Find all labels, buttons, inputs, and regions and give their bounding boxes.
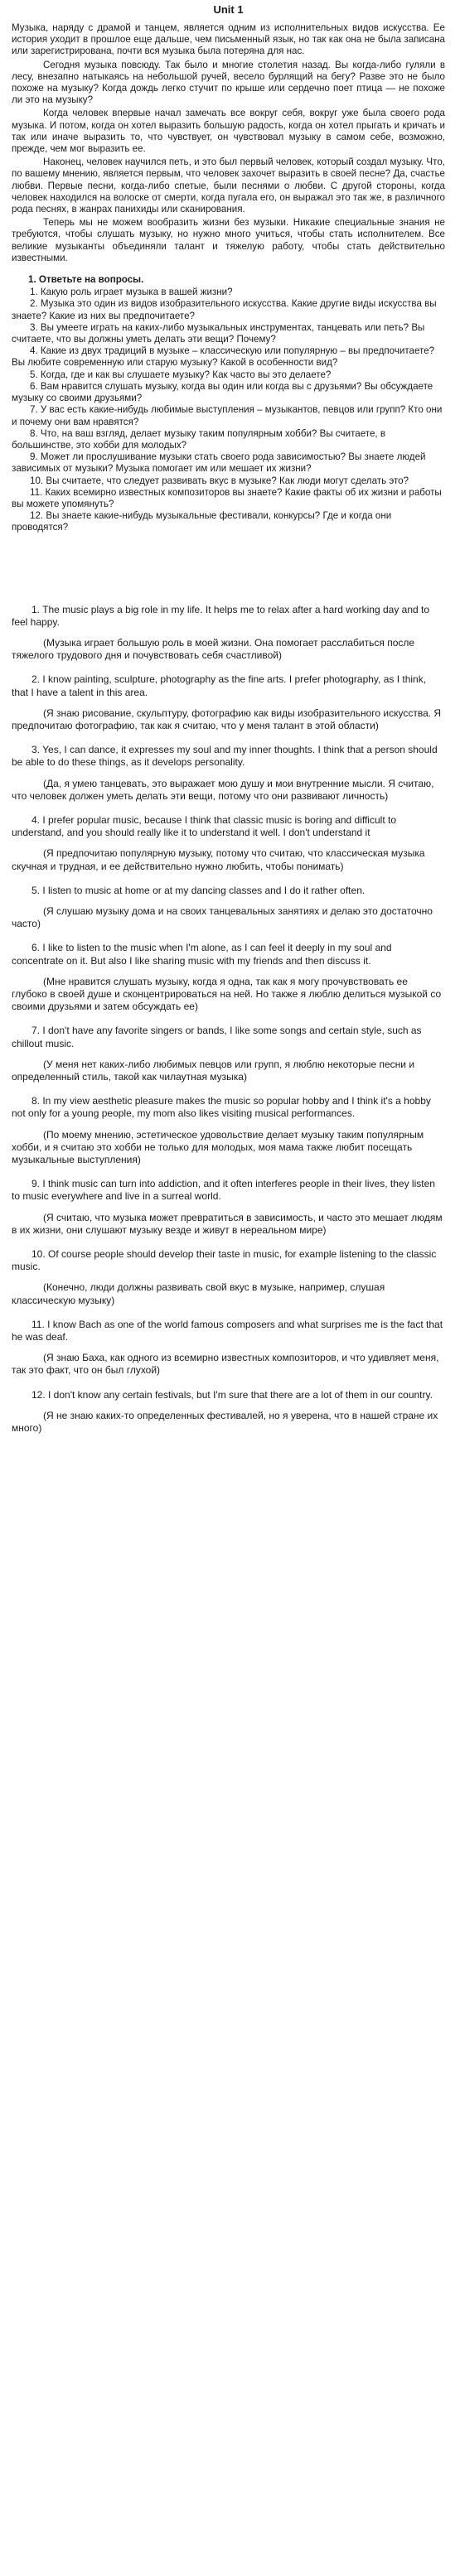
answer-russian: (Я знаю рисование, скульптуру, фотографию как виды изобразительного искусства. Я предпочитаю фотографию, так как я считаю, что у меня талант в этой области) (12, 707, 442, 731)
answer-english: 5. I listen to music at home or at my dancing classes and I do it rather often. (31, 884, 366, 896)
answer-russian: (Я считаю, что музыка может превратиться в зависимость, и часто это мешает людям в их жизни, они слушают музыку везде и живут в нереальном мире) (12, 1211, 443, 1236)
answer-english: 6. I like to listen to the music when I'm alone, as I can feel it deeply in my soul and concentrate on it. But also I like sharing music with my friends and then discuss it. (12, 942, 392, 967)
question-item: 1. Какую роль играет музыка в вашей жизни? (30, 287, 233, 298)
answer-russian: (По моему мнению, эстетическое удовольствие делает музыку таким популярным хобби, и я считаю это хобби не только для молодых, моя мама также любит посещать музыкальные выступления) (12, 1128, 424, 1166)
answers-section (12, 604, 445, 1435)
questions-heading: 1. Ответьте на вопросы. (28, 274, 144, 286)
unit-title: Unit 1 (213, 3, 244, 16)
question-item: 8. Что, на ваш взгляд, делает музыку таким популярным хобби? Вы считаете, в большинстве, это хобби для молодых? (12, 427, 385, 451)
answer-english: 8. In my view aesthetic pleasure makes the music so popular hobby and I think it's a hobby not only for a young people, my mom also likes visiting musical performances. (12, 1095, 431, 1120)
questions-list (12, 287, 445, 533)
answer-english: 7. I don't have any favorite singers or bands, I like some songs and certain style, such as chillout music. (12, 1025, 422, 1049)
question-item: 2. Музыка это один из видов изобразительного искусства. Какие другие виды искусства вы знаете? Какие из них вы предпочитаете? (12, 298, 437, 321)
answer-russian: (Я слушаю музыку дома и на своих танцевальных занятиях и делаю это достаточно часто) (12, 904, 433, 930)
question-item: 6. Вам нравится слушать музыку, когда вы один или когда вы с друзьями? Вы обсуждаете музыку со своими друзьями? (12, 380, 433, 404)
intro-text (12, 22, 445, 264)
question-item: 5. Когда, где и как вы слушаете музыку? Как часто вы это делаете? (30, 369, 332, 380)
answer-english: 2. I know painting, sculpture, photography as the fine arts. I prefer photography, as I think, that I have a talent in this area. (12, 673, 427, 698)
answer-english: 1. The music plays a big role in my life. It helps me to relax after a hard working day and to feel happy. (12, 603, 430, 628)
answer-english: 10. Of course people should develop their taste in music, for example listening to the classic music. (12, 1248, 437, 1273)
question-item: 9. Может ли прослушивание музыки стать своего рода зависимостью? Вы знаете людей зависимых от музыки? Музыка помогает им или мешает их жизни? (12, 451, 426, 475)
question-item: 7. У вас есть какие-нибудь любимые выступления – музыкантов, певцов или групп? Кто они и почему они вам нравятся? (12, 404, 443, 427)
answer-russian: (У меня нет каких-либо любимых певцов или групп, я люблю некоторые песни и определенный стиль, такой как чилаутная музыка) (12, 1058, 415, 1083)
question-item: 4. Какие из двух традиций в музыке – классическую или популярную – вы предпочитаете? Вы любите современную или старую музыку? Какой в особенности вид? (12, 345, 435, 369)
answer-english: 11. I know Bach as one of the world famous composers and what surprises me is the fact that he was deaf. (12, 1318, 443, 1343)
intro-paragraph-3: Когда человек впервые начал замечать все вокруг себя, вокруг уже была своего рода музыка. И потом, когда он хотел выразить большую радость, когда он хотел прыгать и кричать и так или иначе выразить то, что чувствует, он чувствовал музыку в самом себе, возможно, прежде, чем мог выразить ее. (12, 108, 445, 155)
answer-russian: (Я знаю Баха, как одного из всемирно известных композиторов, и что удивляет меня, так это факт, что он был глухой) (12, 1352, 439, 1377)
answer-russian: (Конечно, люди должны развивать свой вкус в музыке, например, слушая классическую музыку) (12, 1281, 385, 1306)
answer-english: 3. Yes, I can dance, it expresses my soul and my inner thoughts. I think that a person should be able to do these things, as it develops personality. (12, 744, 438, 769)
question-item: 10. Вы считаете, что следует развивать вкус в музыке? Как люди могут сделать это? (30, 475, 409, 486)
answer-russian: (Мне нравится слушать музыку, когда я одна, так как я могу прочувствовать ее глубоко в своей душе и сконцентрироваться на ней. Но также я люблю делиться музыкой со своими друзьями и затем обсуждать ее) (12, 975, 442, 1013)
answer-russian: (Да, я умею танцевать, это выражает мою душу и мои внутренние мысли. Я считаю, что человек должен уметь делать эти вещи, потому что они развивают личность) (12, 777, 434, 802)
intro-paragraph-2: Сегодня музыка повсюду. Так было и многие столетия назад. Вы когда-либо гуляли в лесу, внезапно натыкаясь на небольшой ручей, весело бурлящий на бегу? Разве это не было похоже на музыку? Когда дождь легко стучит по крыше или сердечно поет птица — не похоже ли это на музыку? (12, 59, 445, 106)
answer-russian: (Музыка играет большую роль в моей жизни. Она помогает расслабиться после тяжелого трудового дня и почувствовать себя счастливой) (12, 636, 415, 662)
question-item: 11. Каких всемирно известных композиторов вы знаете? Какие факты об их жизни и работы вы можете упомянуть? (12, 486, 442, 509)
question-item: 3. Вы умеете играть на каких-либо музыкальных инструментах, танцевать или петь? Вы считаете, что вы должны уметь делать эти вещи? Почему? (12, 321, 425, 345)
answer-english: 12. I don't know any certain festivals, but I'm sure that there are a lot of them in our country. (31, 1388, 433, 1401)
intro-paragraph-1: Музыка, наряду с драмой и танцем, является одним из исполнительных видов искусства. Ее история уходит в прошлое еще дальше, чем письменный язык, но так как она не была записана или зарегистрирована, почти вся музыка была потеряна для нас. (12, 22, 445, 57)
answer-english: 9. I think music can turn into addiction, and it often interferes people in their lives, they listen to music everywhere and live in a surreal world. (12, 1178, 435, 1203)
intro-paragraph-4: Наконец, человек научился петь, и это был первый человек, который создал музыку. Что, по вашему мнению, является первым, что человек захочет выразить в своей песне? Да, счастье любви. Первые песни, когда-либо спетые, были песнями о любви. С другой стороны, когда человек находился на волоске от смерти, когда пугала его, он выражал это так же, в различного рода песнях, в жанрах панихиды или сканирования. (12, 157, 445, 215)
answer-english: 4. I prefer popular music, because I think that classic music is boring and difficult to understand, and you should really like it to understand it well. I don't understand it (12, 813, 396, 839)
intro-paragraph-5: Теперь мы не можем вообразить жизни без музыки. Никакие специальные знания не требуются, чтобы слушать музыку, но нужно много учиться, чтобы стать исполнителем. Все великие музыканты объединяли талант и тяжелую работу, чтобы стать действительно известными. (12, 217, 445, 263)
answer-russian: (Я предпочитаю популярную музыку, потому что считаю, что классическая музыка скучная и трудная, и ее действительно нужно любить, чтобы понимать) (12, 847, 425, 872)
question-item: 12. Вы знаете какие-нибудь музыкальные фестивали, конкурсы? Где и когда они проводятся? (12, 510, 392, 533)
answer-russian: (Я не знаю каких-то определенных фестивалей, но я уверена, что в нашей стране их много) (12, 1409, 438, 1435)
